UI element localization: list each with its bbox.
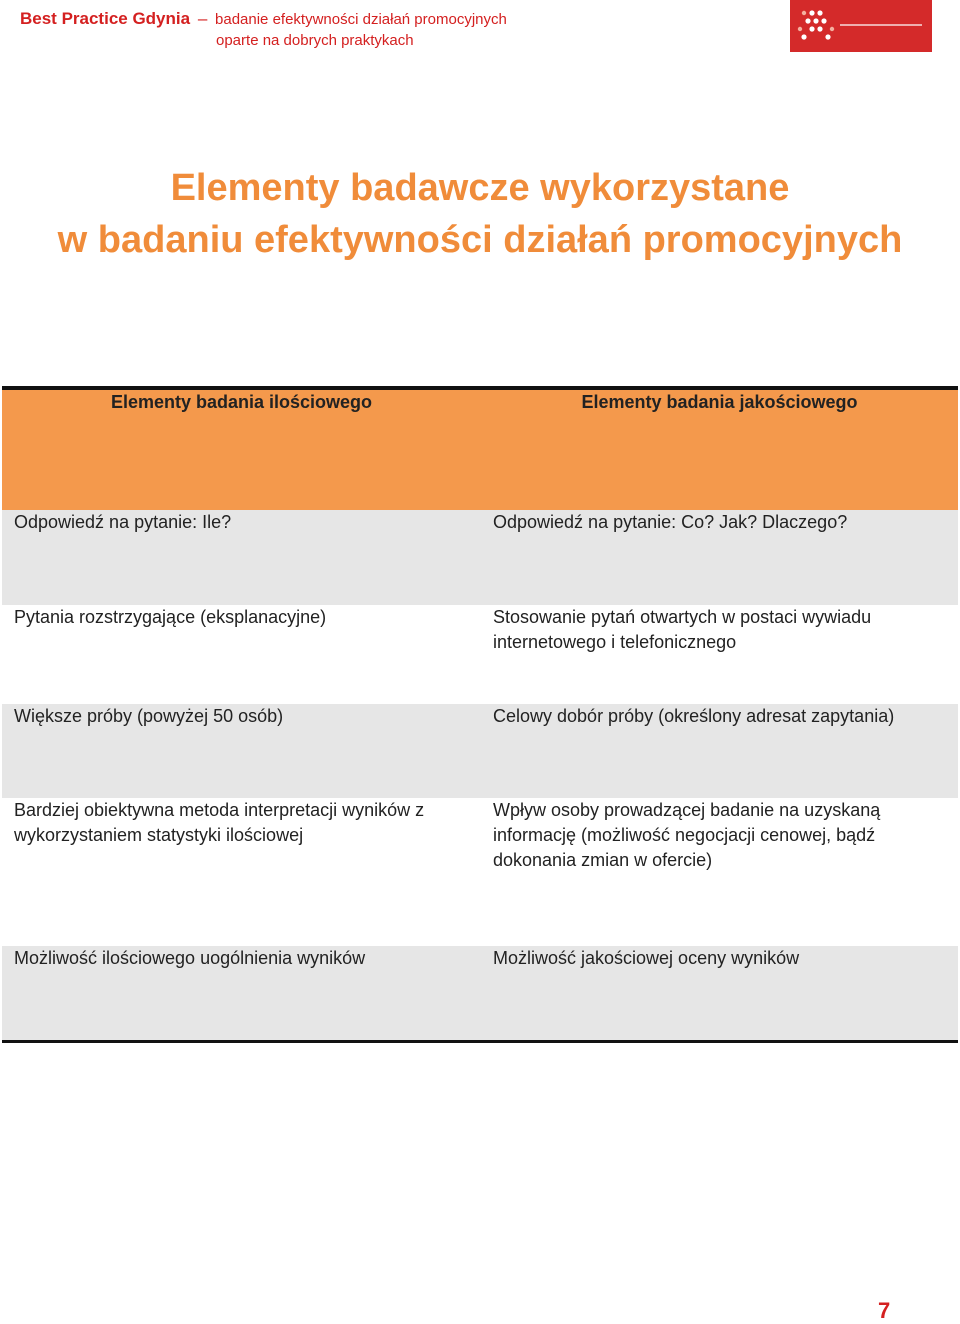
- page-title-line1: Elementy badawcze wykorzystane: [170, 167, 790, 209]
- table-row: [2, 798, 958, 946]
- table-cell: Większe próby (powyżej 50 osób): [2, 704, 481, 798]
- table-cell: Celowy dobór próby (określony adresat zapytania): [481, 704, 958, 798]
- header-line: [20, 8, 760, 31]
- table-row: [2, 605, 958, 704]
- dotted-triangle-logo-icon: [790, 0, 932, 52]
- table-cell: Bardziej obiektywna metoda interpretacji wyników z wykorzystaniem statystyki ilościowej: [2, 798, 481, 946]
- table-cell: Odpowiedź na pytanie: Co? Jak? Dlaczego?: [481, 510, 958, 605]
- header-subtitle-line2: oparte na dobrych praktykach: [216, 32, 414, 49]
- table-cell: Odpowiedź na pytanie: Ile?: [2, 510, 481, 605]
- table-row: [2, 510, 958, 605]
- table-cell: Pytania rozstrzygające (eksplanacyjne): [2, 605, 481, 704]
- page-title-line2: w badaniu efektywności działań promocyjnych: [57, 219, 903, 261]
- table-cell: Stosowanie pytań otwartych w postaci wywiadu internetowego i telefonicznego: [481, 605, 958, 704]
- header-subtitle-line1: badanie efektywności działań promocyjnych: [215, 11, 507, 28]
- header-dash: –: [197, 9, 208, 28]
- page-title: [0, 162, 960, 266]
- page-number: 7: [878, 1298, 891, 1323]
- comparison-table: [2, 386, 958, 1043]
- table-cell: Wpływ osoby prowadzącej badanie na uzyskaną informację (możliwość negocjacji cenowej, bądź dokonania zmian w ofercie): [481, 798, 958, 946]
- header-qualitative: Elementy badania jakościowego: [481, 388, 958, 510]
- table-cell: Możliwość ilościowego uogólnienia wyników: [2, 946, 481, 1042]
- header-quantitative: Elementy badania ilościowego: [2, 388, 481, 510]
- table-header-row: [2, 388, 958, 510]
- logo: [790, 0, 932, 52]
- table-cell: Możliwość jakościowej oceny wyników: [481, 946, 958, 1042]
- table-row: [2, 704, 958, 798]
- header-brand: Best Practice Gdynia: [20, 9, 191, 28]
- table-row: [2, 946, 958, 1042]
- page-header: [20, 8, 760, 51]
